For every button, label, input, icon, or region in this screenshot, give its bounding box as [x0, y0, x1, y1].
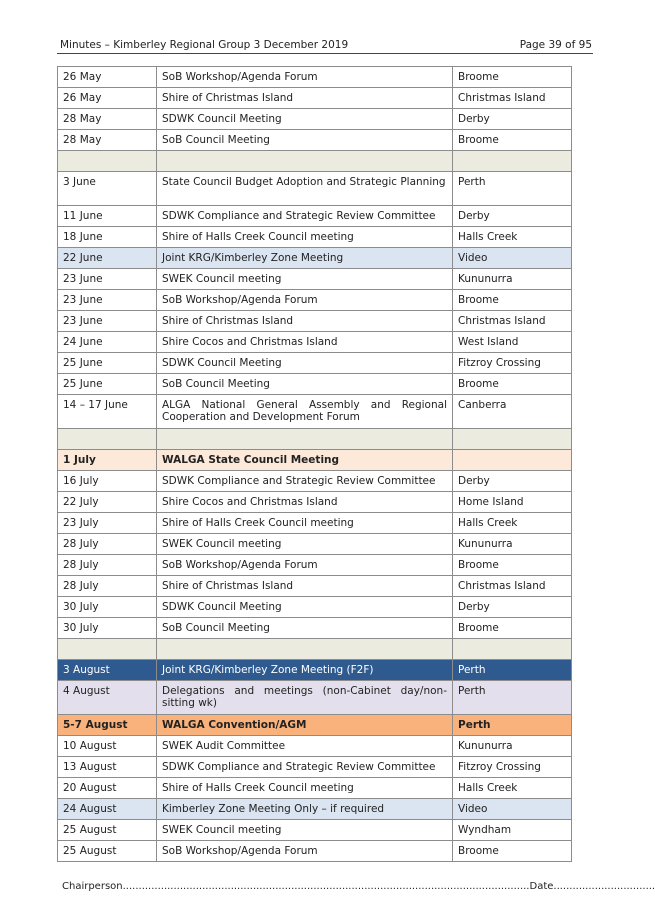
table-row: [58, 681, 572, 715]
location-cell: Fitzroy Crossing: [453, 353, 572, 374]
event-cell: Shire of Christmas Island: [157, 88, 453, 109]
spacer-row: [58, 639, 572, 660]
location-cell: Halls Creek: [453, 227, 572, 248]
event-cell: Joint KRG/Kimberley Zone Meeting (F2F): [157, 660, 453, 681]
event-cell: State Council Budget Adoption and Strategic Planning: [157, 172, 453, 206]
page-header: [60, 38, 592, 52]
date-cell: 28 May: [58, 109, 157, 130]
table-row: [58, 799, 572, 820]
table-row: [58, 715, 572, 736]
location-cell: Broome: [453, 841, 572, 862]
document-title: Minutes – Kimberley Regional Group 3 December 2019: [60, 39, 349, 51]
table-row: [58, 492, 572, 513]
location-cell: [453, 151, 572, 172]
event-cell: SDWK Council Meeting: [157, 597, 453, 618]
table-row: [58, 269, 572, 290]
location-cell: Fitzroy Crossing: [453, 757, 572, 778]
table-row: [58, 67, 572, 88]
table-row: [58, 311, 572, 332]
event-cell: SDWK Compliance and Strategic Review Committee: [157, 206, 453, 227]
location-cell: Broome: [453, 555, 572, 576]
date-cell: 23 June: [58, 269, 157, 290]
table-row: [58, 757, 572, 778]
location-cell: Broome: [453, 290, 572, 311]
event-cell: [157, 429, 453, 450]
table-row: [58, 130, 572, 151]
table-row: [58, 597, 572, 618]
date-cell: 28 May: [58, 130, 157, 151]
event-cell: ALGA National General Assembly and Regional Cooperation and Development Forum: [157, 395, 453, 429]
event-cell: SoB Workshop/Agenda Forum: [157, 841, 453, 862]
table-row: [58, 395, 572, 429]
location-cell: [453, 429, 572, 450]
event-cell: SoB Workshop/Agenda Forum: [157, 555, 453, 576]
event-cell: Shire of Halls Creek Council meeting: [157, 513, 453, 534]
event-cell: SWEK Council meeting: [157, 534, 453, 555]
table-row: [58, 778, 572, 799]
date-cell: 28 July: [58, 576, 157, 597]
event-cell: Shire of Christmas Island: [157, 576, 453, 597]
location-cell: Broome: [453, 618, 572, 639]
date-cell: [58, 639, 157, 660]
event-cell: WALGA Convention/AGM: [157, 715, 453, 736]
table-row: [58, 290, 572, 311]
location-cell: Kununurra: [453, 534, 572, 555]
table-row: [58, 618, 572, 639]
event-cell: SDWK Council Meeting: [157, 109, 453, 130]
date-cell: 14 – 17 June: [58, 395, 157, 429]
table-row: [58, 534, 572, 555]
location-cell: West Island: [453, 332, 572, 353]
table-row: [58, 450, 572, 471]
table-row: [58, 374, 572, 395]
location-cell: Broome: [453, 67, 572, 88]
location-cell: Perth: [453, 681, 572, 715]
event-cell: Shire Cocos and Christmas Island: [157, 332, 453, 353]
event-cell: SoB Workshop/Agenda Forum: [157, 290, 453, 311]
table-row: [58, 248, 572, 269]
date-cell: 10 August: [58, 736, 157, 757]
location-cell: Christmas Island: [453, 311, 572, 332]
location-cell: Perth: [453, 660, 572, 681]
table-row: [58, 332, 572, 353]
table-row: [58, 841, 572, 862]
location-cell: Halls Creek: [453, 778, 572, 799]
event-cell: Shire Cocos and Christmas Island: [157, 492, 453, 513]
date-cell: [58, 151, 157, 172]
date-cell: 23 June: [58, 311, 157, 332]
location-cell: Kununurra: [453, 736, 572, 757]
location-cell: Halls Creek: [453, 513, 572, 534]
date-cell: 23 June: [58, 290, 157, 311]
table-row: [58, 736, 572, 757]
event-cell: [157, 639, 453, 660]
location-cell: Derby: [453, 597, 572, 618]
table-row: [58, 555, 572, 576]
table-row: [58, 353, 572, 374]
event-cell: SoB Workshop/Agenda Forum: [157, 67, 453, 88]
table-row: [58, 660, 572, 681]
date-cell: 24 August: [58, 799, 157, 820]
spacer-row: [58, 151, 572, 172]
event-cell: SDWK Compliance and Strategic Review Committee: [157, 757, 453, 778]
date-cell: 26 May: [58, 88, 157, 109]
event-cell: SDWK Compliance and Strategic Review Committee: [157, 471, 453, 492]
location-cell: Wyndham: [453, 820, 572, 841]
table-row: [58, 206, 572, 227]
date-cell: 11 June: [58, 206, 157, 227]
location-cell: Broome: [453, 374, 572, 395]
table-row: [58, 820, 572, 841]
location-cell: Derby: [453, 206, 572, 227]
date-cell: 18 June: [58, 227, 157, 248]
date-cell: [58, 429, 157, 450]
location-cell: Video: [453, 799, 572, 820]
event-cell: [157, 151, 453, 172]
date-cell: 3 June: [58, 172, 157, 206]
date-cell: 13 August: [58, 757, 157, 778]
table-row: [58, 88, 572, 109]
location-cell: Derby: [453, 109, 572, 130]
location-cell: Christmas Island: [453, 88, 572, 109]
event-cell: Kimberley Zone Meeting Only – if required: [157, 799, 453, 820]
event-cell: WALGA State Council Meeting: [157, 450, 453, 471]
date-cell: 28 July: [58, 555, 157, 576]
location-cell: [453, 450, 572, 471]
page-number: Page 39 of 95: [519, 39, 592, 51]
location-cell: Derby: [453, 471, 572, 492]
date-cell: 28 July: [58, 534, 157, 555]
location-cell: Christmas Island: [453, 576, 572, 597]
date-cell: 3 August: [58, 660, 157, 681]
event-cell: SDWK Council Meeting: [157, 353, 453, 374]
event-cell: SoB Council Meeting: [157, 130, 453, 151]
event-cell: SWEK Council meeting: [157, 269, 453, 290]
location-cell: [453, 639, 572, 660]
event-cell: SWEK Audit Committee: [157, 736, 453, 757]
event-cell: Shire of Halls Creek Council meeting: [157, 778, 453, 799]
date-cell: 25 June: [58, 374, 157, 395]
table-row: [58, 513, 572, 534]
location-cell: Perth: [453, 715, 572, 736]
signature-line: Chairperson................................................................................................................................Date................................: [62, 881, 655, 892]
date-cell: 16 July: [58, 471, 157, 492]
date-cell: 24 June: [58, 332, 157, 353]
date-cell: 5-7 August: [58, 715, 157, 736]
event-cell: Delegations and meetings (non-Cabinet day/non-sitting wk): [157, 681, 453, 715]
event-cell: Shire of Christmas Island: [157, 311, 453, 332]
spacer-row: [58, 429, 572, 450]
event-cell: Joint KRG/Kimberley Zone Meeting: [157, 248, 453, 269]
date-cell: 25 August: [58, 820, 157, 841]
location-cell: Canberra: [453, 395, 572, 429]
event-cell: SoB Council Meeting: [157, 618, 453, 639]
date-cell: 1 July: [58, 450, 157, 471]
date-cell: 4 August: [58, 681, 157, 715]
location-cell: Perth: [453, 172, 572, 206]
table-row: [58, 471, 572, 492]
date-cell: 25 June: [58, 353, 157, 374]
table-row: [58, 109, 572, 130]
location-cell: Broome: [453, 130, 572, 151]
date-cell: 30 July: [58, 597, 157, 618]
event-cell: Shire of Halls Creek Council meeting: [157, 227, 453, 248]
table-row: [58, 227, 572, 248]
header-rule: [57, 53, 593, 54]
event-cell: SWEK Council meeting: [157, 820, 453, 841]
location-cell: Home Island: [453, 492, 572, 513]
date-cell: 20 August: [58, 778, 157, 799]
date-cell: 30 July: [58, 618, 157, 639]
date-cell: 22 June: [58, 248, 157, 269]
date-cell: 26 May: [58, 67, 157, 88]
date-cell: 23 July: [58, 513, 157, 534]
table-row: [58, 576, 572, 597]
date-cell: 22 July: [58, 492, 157, 513]
date-cell: 25 August: [58, 841, 157, 862]
location-cell: Video: [453, 248, 572, 269]
meeting-schedule-table: [57, 66, 572, 862]
table-row: [58, 172, 572, 206]
location-cell: Kununurra: [453, 269, 572, 290]
event-cell: SoB Council Meeting: [157, 374, 453, 395]
